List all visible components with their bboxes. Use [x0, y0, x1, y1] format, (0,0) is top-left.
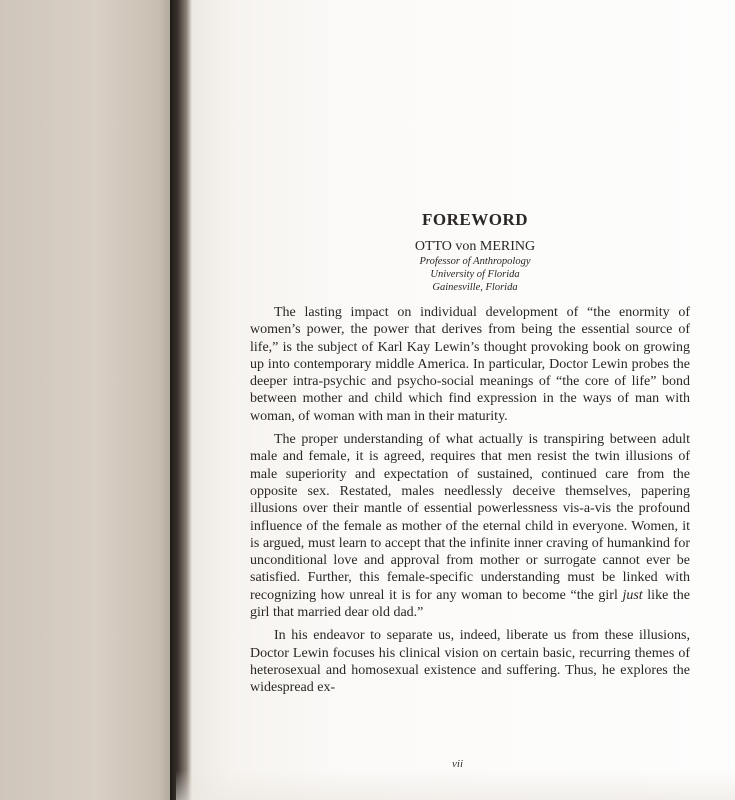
- paragraph-2-text-b: like the girl that married dear old dad.”: [250, 587, 690, 621]
- paragraph-2: [250, 431, 690, 621]
- page-bottom-shadow: [176, 770, 735, 800]
- left-page-edge: [0, 0, 176, 800]
- author-affiliation: [250, 255, 690, 294]
- foreword-title: FOREWORD: [422, 210, 528, 229]
- book-gutter: [170, 0, 192, 800]
- author-location: Gainesville, Florida: [432, 282, 518, 293]
- paragraph-1: The lasting impact on individual development of “the enormity of women’s power, the power that derives from being the essential source of life,” is the subject of Karl Kay Lewin’s thought provoking book on growing up into contemporary middle America. In particular, Doctor Lewin probes the deeper intra-psychic and psycho-social meanings of “the core of life” bond between mother and child which find expression in the ways of man with woman, of woman with man in their maturity.: [250, 305, 690, 424]
- author-position: Professor of Anthropology: [419, 256, 531, 267]
- paragraph-2-emphasis: just: [622, 587, 643, 603]
- foreword-text-block: [250, 210, 690, 703]
- paragraph-3: In his endeavor to separate us, indeed, liberate us from these illusions, Doctor Lewin focuses his clinical vision on certain basic, recurring themes of heterosexual and homosexual existence and suffering. Thus, he explores the widespread ex-: [250, 628, 690, 696]
- paragraph-2-text-a: The proper understanding of what actually is transpiring between adult male and female, it is agreed, requires that men resist the twin illusions of male superiority and expectation of sustained, continued care from the opposite sex. Restated, males needlessly deceive themselves, papering illusions over their mantle of essential powerlessness vis-a-vis the profound influence of the female as mother of the eternal child in everyone. Women, it is argued, must learn to accept that the infinite inner craving of humankind for unconditional love and approval from mother or surrogate cannot ever be satisfied. Further, this female-specific understanding must be linked with recognizing how unreal it is for any woman to become “the girl: [250, 432, 690, 603]
- author-name: OTTO von MERING: [414, 239, 536, 254]
- author-university: University of Florida: [430, 269, 520, 280]
- page-number: vii: [452, 758, 463, 770]
